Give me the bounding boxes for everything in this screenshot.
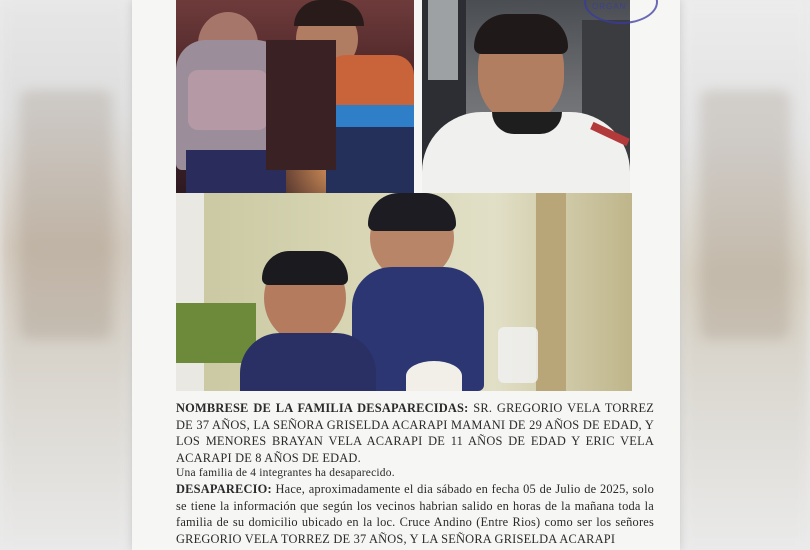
disappeared-text: Hace, aproximadamente el dia sábado en fecha 05 de Julio de 2025, solo se tiene la información que según los vecinos habrian salido en horas de la mañana toda la familia de su domicilio ubicado en la loc. Cruce Andino (Entre Rios) como ser los señores GREGORIO VELA TORREZ DE 37 AÑOS, Y LA SEÑORA GRISELDA ACARAPI [176,482,654,546]
blurred-background-right [680,0,810,550]
names-text: SR. GREGORIO VELA TORREZ DE 37 AÑOS, LA SEÑORA GRISELDA ACARAPI MAMANI DE 29 AÑOS DE EDAD, Y LOS MENORES BRAYAN VELA ACARAPI DE 11 AÑOS DE EDAD Y ERIC VELA ACARAPI DE 8 AÑOS DE EDAD. [176,401,654,465]
disappeared-paragraph [176,481,654,547]
missing-persons-flyer [132,0,680,550]
stamp-text: ORGAN [592,2,627,11]
blurred-background-left [0,0,132,550]
family-note: Una familia de 4 integrantes ha desaparecido. [176,467,395,479]
article-text [176,400,654,547]
names-heading: NOMBRESE DE LA FAMILIA DESAPARECIDAS: [176,401,469,415]
photo-man-in-car [422,0,630,203]
names-paragraph [176,400,654,466]
photo-two-boys [176,193,632,391]
photo-woman-and-boy [176,0,414,193]
disappeared-heading: DESAPARECIO: [176,482,272,496]
